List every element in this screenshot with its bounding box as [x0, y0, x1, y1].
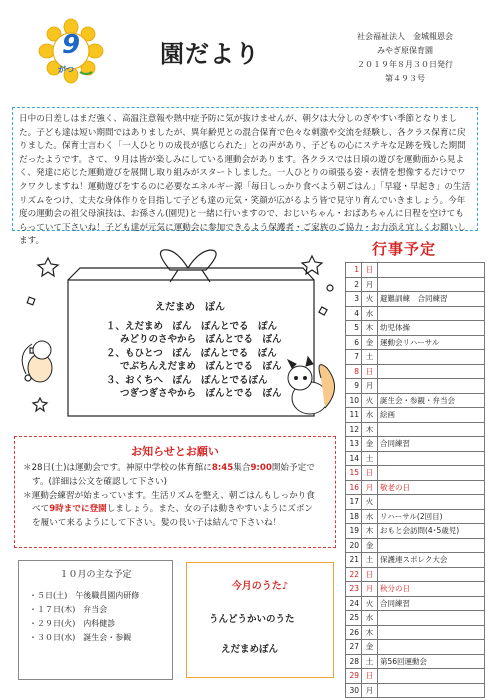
schedule-day: 14 [346, 451, 362, 466]
schedule-day: 12 [346, 422, 362, 437]
schedule-weekday: 木 [362, 625, 378, 640]
schedule-row [346, 350, 485, 365]
schedule-day: 9 [346, 379, 362, 394]
squirrel-right-icon [288, 357, 335, 414]
schedule-row [346, 437, 485, 452]
song-box [186, 562, 334, 678]
notice-box [14, 436, 336, 548]
schedule-weekday: 月 [362, 277, 378, 292]
schedule-row [346, 466, 485, 481]
schedule-row [346, 422, 485, 437]
schedule-weekday: 日 [362, 567, 378, 582]
schedule-event: 保護連スポレク大会 [378, 553, 485, 568]
schedule-day: 20 [346, 538, 362, 553]
list-item: ・１７日(木) 弁当会 [29, 605, 108, 614]
schedule-event: 避難訓練 合同練習 [378, 292, 485, 307]
schedule-row [346, 263, 485, 278]
schedule-title: 行事予定 [372, 240, 437, 258]
issue-date: ２０１９年８月３０日発行 [357, 60, 453, 69]
schedule-row [346, 683, 485, 698]
month-suffix: がつ [58, 65, 74, 74]
schedule-event [378, 640, 485, 655]
page-title: 園だより [160, 40, 260, 68]
schedule-day: 2 [346, 277, 362, 292]
schedule-weekday: 水 [362, 611, 378, 626]
poem-line: みどりのさやから ぽんとでる ぽん [120, 334, 282, 345]
notice-text: ＊運動会練習が始まっています。生活リズムを整え、朝ごはんもしっかり食 [23, 490, 315, 501]
schedule-event [378, 466, 485, 481]
notice-body [23, 462, 328, 531]
schedule-day: 10 [346, 393, 362, 408]
october-list [29, 589, 139, 645]
schedule-row [346, 364, 485, 379]
schedule-day: 15 [346, 466, 362, 481]
start-time: 9:00 [250, 463, 272, 473]
schedule-day: 23 [346, 582, 362, 597]
poem-line: ３、おくちへ ぽん ぽんとでるぽん [106, 375, 268, 386]
schedule-weekday: 火 [362, 393, 378, 408]
org-line: 社会福祉法人 金城報恩会 [357, 32, 453, 41]
song-title: 今月のうた♪ [231, 581, 289, 592]
schedule-row [346, 393, 485, 408]
schedule-day: 26 [346, 625, 362, 640]
schedule-day: 5 [346, 321, 362, 336]
schedule-weekday: 水 [362, 408, 378, 423]
schedule-weekday: 土 [362, 654, 378, 669]
notice-text: ＊28日(土)は運動会です。神原中学校の体育館に [23, 463, 212, 473]
notice-text: しましょう。また、女の子は動きやすいようにズボン [106, 504, 314, 515]
schedule-weekday: 土 [362, 451, 378, 466]
schedule-weekday: 日 [362, 669, 378, 684]
schedule-event: 幼児体操 [378, 321, 485, 336]
october-title: １０月の主な予定 [59, 570, 132, 580]
schedule-row [346, 669, 485, 684]
schedule-day: 22 [346, 567, 362, 582]
schedule-weekday: 金 [362, 640, 378, 655]
poem-line: ２、もひとつ ぽん ぽんとでる ぽん [106, 348, 277, 359]
list-item: ・２９日(火) 内科健診 [29, 619, 116, 628]
schedule-day: 4 [346, 306, 362, 321]
schedule-day: 30 [346, 683, 362, 698]
poem-line: でぶちんえだまめ ぽんとでる ぽん [120, 361, 282, 372]
schedule-weekday: 金 [362, 335, 378, 350]
schedule-weekday: 木 [362, 321, 378, 336]
schedule-day: 19 [346, 524, 362, 539]
schedule-row [346, 495, 485, 510]
schedule-row [346, 582, 485, 597]
schedule-event: おもと会訪問(4･5歳児) [378, 524, 485, 539]
schedule-row [346, 379, 485, 394]
schedule-row [346, 480, 485, 495]
schedule-day: 8 [346, 364, 362, 379]
song-name: えだまめぽん [221, 644, 279, 655]
schedule-weekday: 金 [362, 538, 378, 553]
schedule-day: 13 [346, 437, 362, 452]
schedule-weekday: 金 [362, 437, 378, 452]
schedule-event [378, 495, 485, 510]
schedule-event: 合同練習 [378, 596, 485, 611]
schedule-day: 17 [346, 495, 362, 510]
schedule-day: 3 [346, 292, 362, 307]
schedule-event [378, 306, 485, 321]
song-name: うんどうかいのうた [209, 614, 295, 625]
notice-text: す。(詳細は公文を確認して下さい) [32, 476, 167, 487]
schedule-row [346, 553, 485, 568]
list-item: ・５日(土) 午後職員園内研修 [29, 591, 140, 600]
schedule-event [378, 263, 485, 278]
schedule-event [378, 538, 485, 553]
schedule-weekday: 火 [362, 495, 378, 510]
schedule-table [345, 262, 485, 698]
schedule-row [346, 654, 485, 669]
list-item: ・３０日(水) 誕生会・参観 [29, 633, 132, 642]
schedule-row [346, 509, 485, 524]
schedule-row [346, 538, 485, 553]
october-schedule-box [18, 560, 173, 680]
schedule-weekday: 火 [362, 596, 378, 611]
schedule-weekday: 月 [362, 683, 378, 698]
schedule-event [378, 669, 485, 684]
month-number: 9 [61, 30, 81, 60]
schedule-weekday: 火 [362, 292, 378, 307]
gather-time: 8:45 [211, 463, 234, 473]
schedule-event [378, 451, 485, 466]
schedule-day: 16 [346, 480, 362, 495]
schedule-row [346, 451, 485, 466]
schedule-event [378, 277, 485, 292]
notice-text: べて [32, 504, 50, 515]
poem-line: １、えだまめ ぽん ぽんとでる ぽん [106, 321, 278, 332]
schedule-event [378, 422, 485, 437]
poem-line: つぎつぎさやから ぽんとでる ぽん [120, 388, 282, 399]
schedule-weekday: 水 [362, 306, 378, 321]
schedule-day: 7 [346, 350, 362, 365]
schedule-row [346, 596, 485, 611]
schedule-weekday: 水 [362, 509, 378, 524]
schedule-event [378, 611, 485, 626]
schedule-event: 秋分の日 [378, 582, 485, 597]
schedule-day: 25 [346, 611, 362, 626]
schedule-weekday: 日 [362, 466, 378, 481]
schedule-event: 第56回運動会 [378, 654, 485, 669]
poem-title: えだまめ ぽん [155, 302, 225, 313]
schedule-day: 11 [346, 408, 362, 423]
schedule-event: 敬老の日 [378, 480, 485, 495]
schedule-event: 合同練習 [378, 437, 485, 452]
schedule-weekday: 月 [362, 582, 378, 597]
schedule-day: 1 [346, 263, 362, 278]
schedule-event [378, 567, 485, 582]
schedule-weekday: 木 [362, 422, 378, 437]
schedule-weekday: 木 [362, 524, 378, 539]
schedule-row [346, 625, 485, 640]
schedule-row [346, 321, 485, 336]
schedule-event [378, 364, 485, 379]
schedule-day: 21 [346, 553, 362, 568]
arrival-deadline: 9時までに登園 [49, 504, 107, 515]
schedule-weekday: 日 [362, 263, 378, 278]
schedule-event: 絵画 [378, 408, 485, 423]
schedule-row [346, 306, 485, 321]
issue-number: 第４９３号 [385, 74, 425, 83]
schedule-event [378, 683, 485, 698]
notice-text: 集合 [233, 463, 251, 473]
schedule-event: 誕生会・参観・弁当会 [378, 393, 485, 408]
intro-box [12, 107, 478, 247]
schedule-weekday: 日 [362, 364, 378, 379]
schedule-row [346, 611, 485, 626]
schedule-event [378, 625, 485, 640]
schedule-weekday: 土 [362, 553, 378, 568]
schedule-row [346, 567, 485, 582]
schedule-row [346, 335, 485, 350]
schedule-day: 27 [346, 640, 362, 655]
org-line: みやぎ原保育園 [377, 46, 433, 55]
schedule-day: 24 [346, 596, 362, 611]
notice-text: 開始予定で [271, 463, 315, 473]
schedule-event [378, 350, 485, 365]
schedule-row [346, 408, 485, 423]
schedule-weekday: 土 [362, 350, 378, 365]
schedule-event: リハーサル(2回目) [378, 509, 485, 524]
schedule-day: 28 [346, 654, 362, 669]
org-info [330, 30, 480, 86]
schedule-row [346, 277, 485, 292]
schedule-event [378, 379, 485, 394]
month-badge [40, 20, 102, 82]
schedule-event: 運動会リハーサル [378, 335, 485, 350]
notice-title: お知らせとお願い [131, 445, 219, 458]
schedule-row [346, 524, 485, 539]
schedule-row [346, 640, 485, 655]
schedule-weekday: 月 [362, 480, 378, 495]
notice-text: を履いて来るようにして下さい。髪の長い子は結んで下さいね！ [32, 518, 282, 529]
schedule-weekday: 月 [362, 379, 378, 394]
intro-text: 日中の日差しはまだ強く、高温注意報や熱中症予防に気が抜けませんが、朝夕は大分しのぎやすい季節となりました。子ども達は短い期間ではありましたが、異年齢児との混合保育で色々な刺激や交流を経験し、各クラス保育に戻りました。保育士言わく「一人ひとりの成長が感じられた」との声があり、子どもの心にステキな足跡を残した期間だったようです。さて、９月は皆が楽しみにしている運動会があります。各クラスでは日頃の遊びを運動面から見よく、発達に応じた運動遊びを展開し取り組みがスタートしました。一人ひとりの頑張る姿・表情を想像するだけでワクワクしますね！運動遊びをするのに必要なエネルギー源「毎日しっかり食べよう朝ごはん」「早寝・早起き」の生活リズムをつけ、丈夫な身体作りを目指して子ども達の元気・笑顔が広がるよう皆で見守り育んでいきましょう。今年度の運動会の祖父母演技は、お孫さん(園児)と一緒に行いますので、おじいちゃん・おばあちゃんに日程を空けてもらっていて下さいね！子ども達が元気に運動会に参加できるよう保護者・ご家族のご協力・お力添え宜しくお願いします。 [19, 114, 471, 247]
schedule-day: 29 [346, 669, 362, 684]
schedule-row [346, 292, 485, 307]
schedule-day: 18 [346, 509, 362, 524]
schedule-day: 6 [346, 335, 362, 350]
